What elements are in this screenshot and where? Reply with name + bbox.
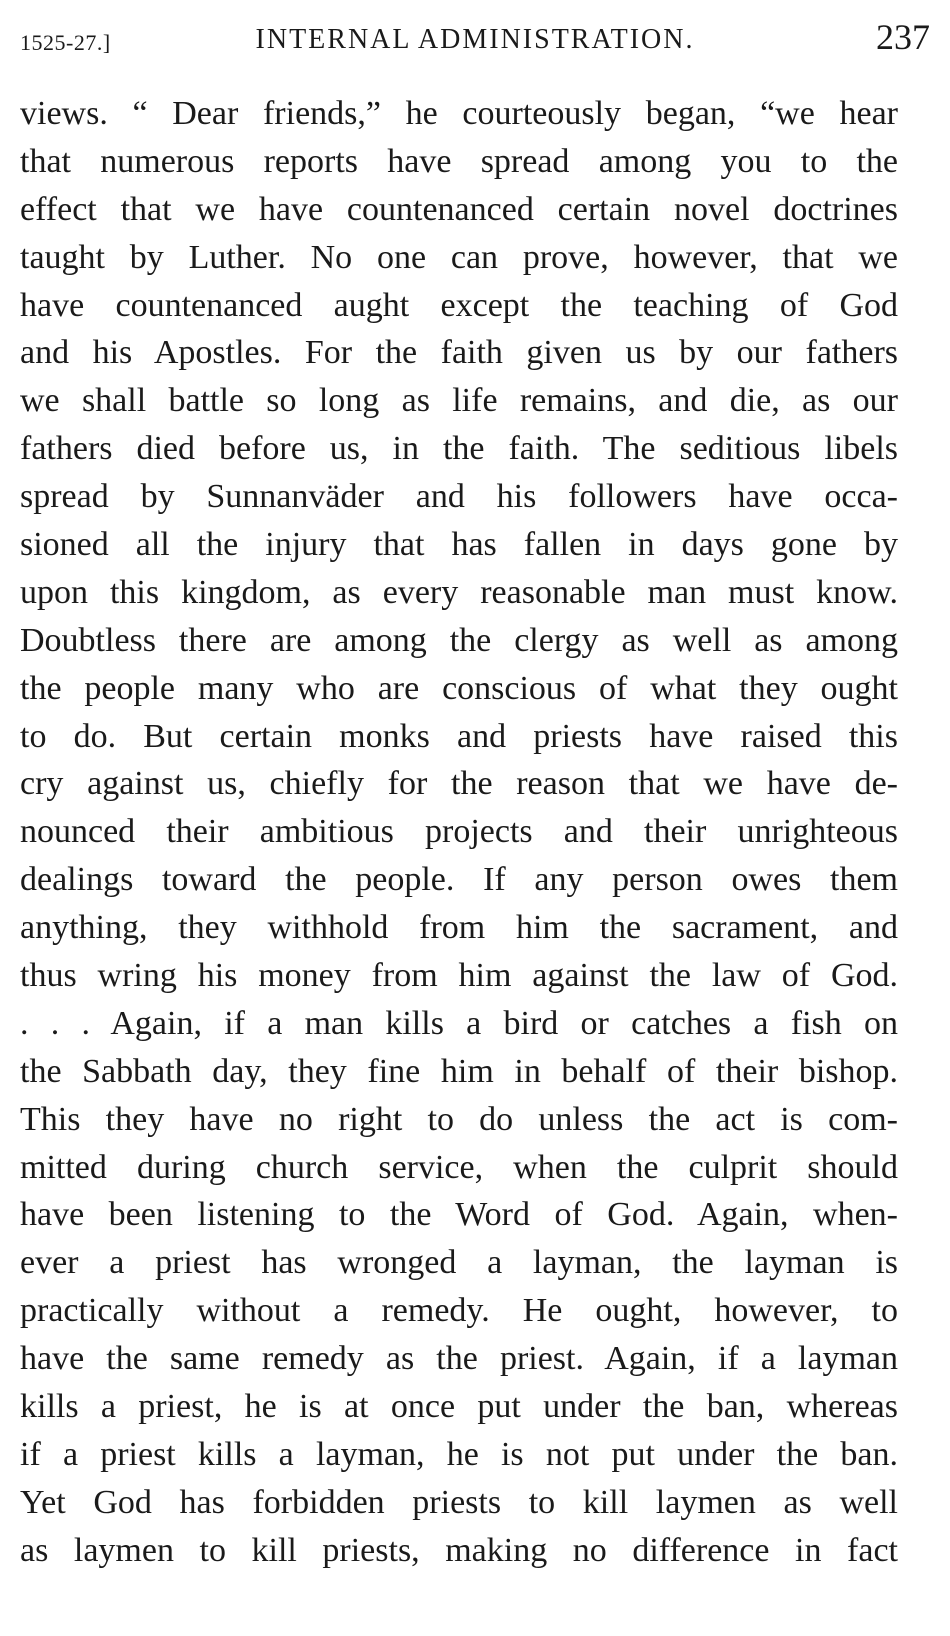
text-line: sioned all the injury that has fallen in days gone by — [20, 526, 898, 564]
text-line: anything, they withhold from him the sacrament, and — [20, 909, 898, 947]
text-line: . . . Again, if a man kills a bird or catches a fish on — [20, 1004, 898, 1042]
running-head-date-range: 1525-27.] — [20, 30, 111, 55]
text-line: cry against us, chiefly for the reason that we have de- — [20, 765, 898, 803]
text-line: mitted during church service, when the culprit should — [20, 1148, 898, 1186]
text-line: spread by Sunnanväder and his followers have occa- — [20, 478, 898, 516]
text-line: ever a priest has wronged a layman, the layman is — [20, 1244, 898, 1282]
text-line: fathers died before us, in the faith. The seditious libels — [20, 430, 898, 468]
body-text — [20, 90, 898, 1575]
text-line: kills a priest, he is at once put under the ban, whereas — [20, 1388, 898, 1426]
text-line: have the same remedy as the priest. Again, if a layman — [20, 1340, 898, 1378]
text-line: that numerous reports have spread among you to the — [20, 142, 898, 180]
text-line: the Sabbath day, they fine him in behalf of their bishop. — [20, 1052, 898, 1090]
text-line: Doubtless there are among the clergy as well as among — [20, 621, 898, 659]
text-line: have been listening to the Word of God. Again, when- — [20, 1196, 898, 1234]
text-line: have countenanced aught except the teaching of God — [20, 286, 898, 324]
text-line: practically without a remedy. He ought, however, to — [20, 1292, 898, 1330]
text-line: Yet God has forbidden priests to kill laymen as well — [20, 1483, 898, 1521]
text-line: nounced their ambitious projects and their unrighteous — [20, 813, 898, 851]
text-line: to do. But certain monks and priests have raised this — [20, 717, 898, 755]
text-line: the people many who are conscious of what they ought — [20, 669, 898, 707]
text-line: effect that we have countenanced certain novel doctrines — [20, 190, 898, 228]
text-line: as laymen to kill priests, making no difference in fact — [20, 1531, 898, 1569]
text-line: This they have no right to do unless the act is com- — [20, 1100, 898, 1138]
text-line: views. “ Dear friends,” he courteously began, “we hear — [20, 95, 898, 132]
text-line: upon this kingdom, as every reasonable man must know. — [20, 573, 898, 611]
running-head — [20, 14, 930, 58]
text-line: thus wring his money from him against the law of God. — [20, 957, 898, 995]
text-line: dealings toward the people. If any person owes them — [20, 861, 898, 899]
text-line: and his Apostles. For the faith given us by our fathers — [20, 334, 898, 372]
text-line: if a priest kills a layman, he is not put under the ban. — [20, 1435, 898, 1473]
page-number: 237 — [876, 17, 930, 57]
text-line: we shall battle so long as life remains, and die, as our — [20, 382, 898, 420]
text-line: taught by Luther. No one can prove, however, that we — [20, 238, 898, 276]
running-head-title: INTERNAL ADMINISTRATION. — [255, 24, 695, 55]
